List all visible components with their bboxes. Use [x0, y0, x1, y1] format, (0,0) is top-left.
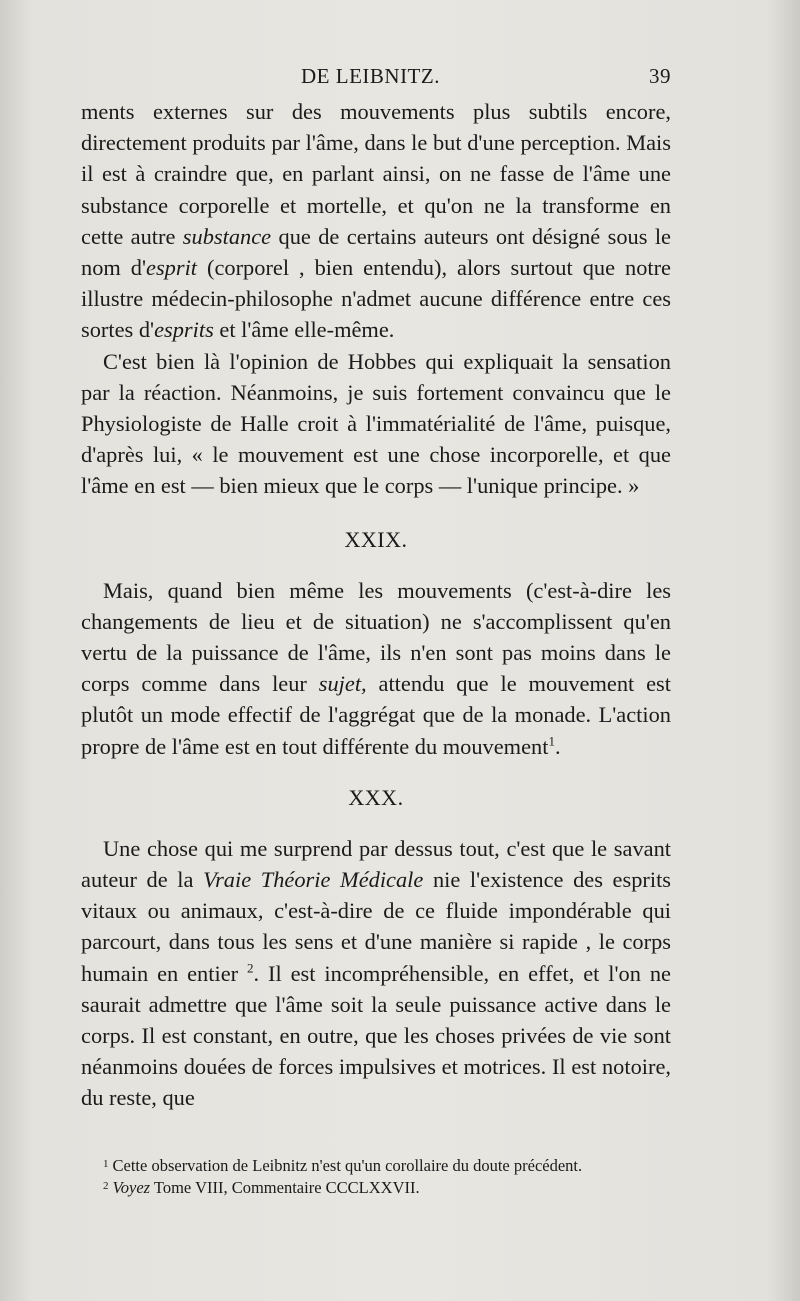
- section-heading-xxix: XXIX.: [344, 526, 408, 552]
- footnote-2-voyez: Voyez: [112, 1178, 151, 1197]
- page-body: [81, 62, 671, 1114]
- text-run: ments externes sur des mouvements plus subtils encore, directement produits par l'âme, dans le but d'une perception. Mais il est à craindre que, en parlant ainsi, on ne fasse de l'âme une substance corporelle et mortelle, et qu'on ne la transforme en cette autre: [81, 99, 671, 249]
- text-run: attendu que le mouvement est plutôt un mode effectif de l'aggrégat que de la monade. L'action propre de l'âme est en tout différente du mouvement: [81, 671, 671, 759]
- text-run: Mais, quand bien même les mouvements (c'est-à-dire les changements de lieu et de situation) ne s'accomplissent qu'en vertu de la puissance de l'âme, ils n'en sont pas moins dans le corps comme dans leur: [81, 577, 671, 697]
- footnote-2-text: Tome VIII, Commentaire CCCLXXVII.: [150, 1178, 420, 1197]
- text-run: que de certains auteurs ont désigné sous le nom d': [81, 223, 671, 281]
- text-run: et l'âme elle-même.: [213, 317, 395, 343]
- footnote-marker: 2: [247, 960, 254, 976]
- italic-text: esprit: [146, 255, 198, 281]
- italic-text: substance: [182, 223, 272, 249]
- paragraph-esprits-vitaux: [81, 833, 671, 1114]
- italic-text: sujet,: [318, 671, 367, 697]
- section-heading-xxx: XXX.: [348, 784, 404, 810]
- footnote-1-number: 1: [103, 1158, 109, 1170]
- text-run: (corporel , bien entendu), alors surtout que notre illustre médecin-philosophe n'admet aucune différence entre ces sortes d': [81, 255, 671, 343]
- italic-text: Vraie Théorie Médicale: [203, 867, 424, 893]
- paragraph-continued: [81, 96, 671, 346]
- footnotes: [81, 1154, 671, 1198]
- footnote-2: [81, 1176, 671, 1198]
- page-number: 39: [649, 64, 671, 88]
- footnote-1: [81, 1154, 671, 1176]
- text-run: . Il est incompréhensible, en effet, et l'on ne saurait admettre que l'âme soit la seule puissance active dans le corps. Il est constant, en outre, que les choses privées de vie sont néanmoins douées de forces impulsives et motrices. Il est notoire, du reste, que: [81, 960, 671, 1111]
- footnote-1-text: Cette observation de Leibnitz n'est qu'un corollaire du doute précédent.: [112, 1156, 583, 1175]
- running-head: [81, 62, 671, 96]
- footnote-2-number: 2: [103, 1180, 109, 1192]
- paragraph-hobbes: C'est bien là l'opinion de Hobbes qui expliquait la sensation par la réaction. Néanmoins, je suis fortement convaincu que le Physiologiste de Halle croit à l'immatérialité de l'âme, puisque, d'après lui, « le mouvement est une chose incorporelle, et que l'âme en est — bien mieux que le corps — l'unique principe. »: [81, 348, 671, 499]
- italic-text: esprits: [154, 317, 214, 343]
- text-run: Une chose qui me surprend par dessus tout, c'est que le savant auteur de la: [81, 835, 671, 893]
- paragraph-mouvements: [81, 575, 671, 762]
- running-title: DE LEIBNITZ.: [301, 64, 440, 88]
- text-run: nie l'existence des esprits vitaux ou animaux, c'est-à-dire de ce fluide impondérable qui parcourt, dans tous les sens et d'une manière si rapide , le corps humain en entier: [81, 867, 672, 986]
- footnote-marker: 1: [548, 733, 555, 749]
- text-run: .: [554, 733, 561, 759]
